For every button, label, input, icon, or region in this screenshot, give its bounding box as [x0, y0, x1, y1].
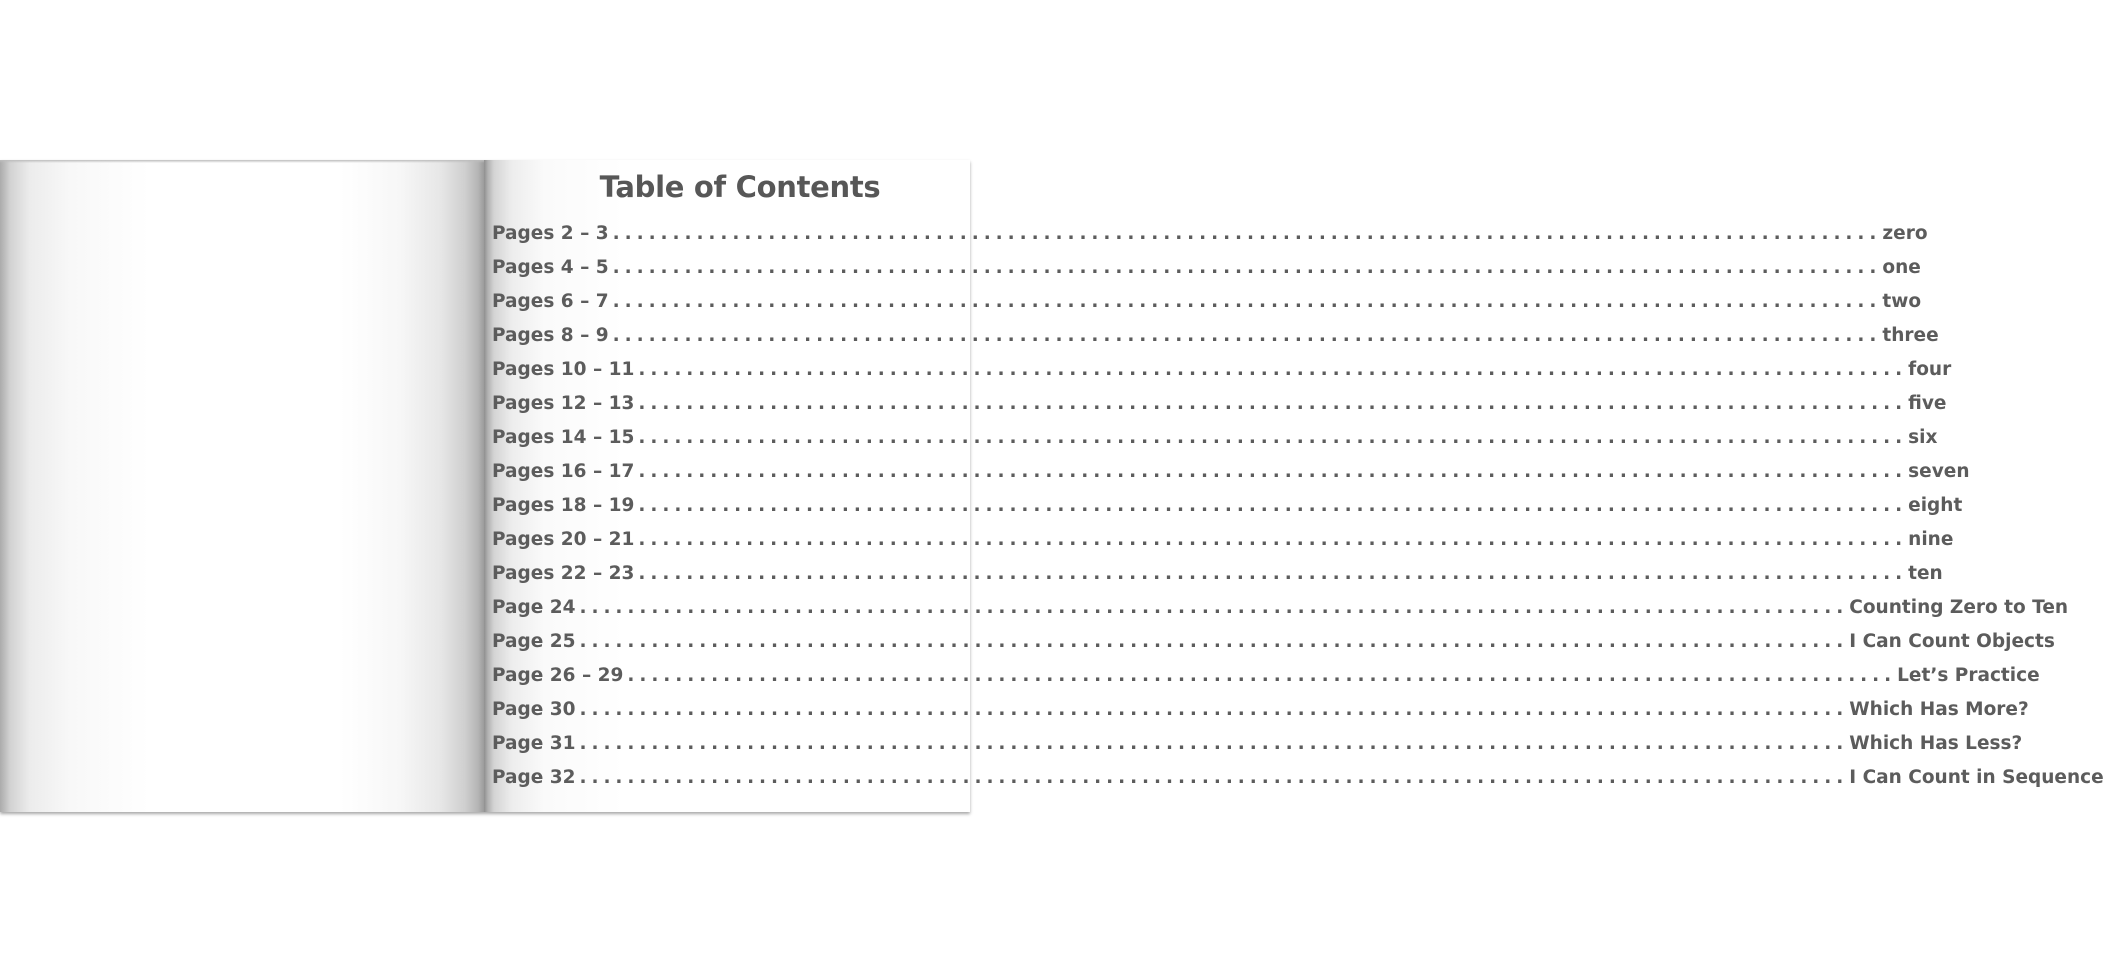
toc-entry — [492, 427, 1938, 461]
toc-entry-pages: Pages 12 – 13 — [492, 393, 635, 414]
left-page-top-edge — [0, 160, 484, 163]
toc-entry-pages: Pages 22 – 23 — [492, 563, 635, 584]
toc-entry-pages: Page 25 — [492, 631, 576, 652]
toc-dot-leader — [576, 699, 1850, 720]
toc-entry-topic: three — [1882, 325, 1939, 346]
toc-dot-leader — [609, 257, 1883, 278]
toc-entry-topic: Which Has Less? — [1849, 733, 2023, 754]
toc-entry-pages: Pages 20 – 21 — [492, 529, 635, 550]
toc-list — [492, 223, 2104, 801]
toc-entry-pages: Page 24 — [492, 597, 576, 618]
toc-entry-pages: Page 30 — [492, 699, 576, 720]
toc-entry-topic: I Can Count Objects — [1849, 631, 2055, 652]
toc-entry — [492, 597, 2069, 631]
toc-dot-leader — [634, 359, 1908, 380]
left-page-blank — [0, 160, 484, 812]
toc-entry — [492, 665, 2040, 699]
toc-entry-pages: Pages 8 – 9 — [492, 325, 609, 346]
toc-entry-topic: eight — [1908, 495, 1963, 516]
toc-dot-leader — [634, 563, 1908, 584]
toc-entry-pages: Pages 18 – 19 — [492, 495, 635, 516]
toc-entry-topic: Counting Zero to Ten — [1849, 597, 2069, 618]
toc-dot-leader — [576, 767, 1850, 788]
toc-entry-pages: Pages 14 – 15 — [492, 427, 635, 448]
toc-entry-topic: four — [1908, 359, 1952, 380]
toc-dot-leader — [634, 495, 1908, 516]
toc-dot-leader — [609, 223, 1883, 244]
toc-entry-topic: five — [1908, 393, 1947, 414]
toc-dot-leader — [634, 427, 1908, 448]
toc-entry — [492, 631, 2055, 665]
toc-entry-topic: Let’s Practice — [1897, 665, 2040, 686]
toc-entry — [492, 461, 1970, 495]
toc-dot-leader — [576, 631, 1850, 652]
toc-entry-topic: I Can Count in Sequence — [1849, 767, 2104, 788]
right-page-toc — [484, 160, 2104, 812]
toc-dot-leader — [576, 597, 1850, 618]
toc-dot-leader — [623, 665, 1897, 686]
toc-entry — [492, 495, 1963, 529]
toc-entry — [492, 257, 1921, 291]
toc-dot-leader — [576, 733, 1850, 754]
toc-entry — [492, 393, 1947, 427]
toc-entry — [492, 563, 1943, 597]
toc-entry — [492, 767, 2104, 801]
toc-entry-topic: one — [1882, 257, 1921, 278]
toc-entry-topic: nine — [1908, 529, 1954, 550]
toc-entry-pages: Pages 2 – 3 — [492, 223, 609, 244]
toc-entry — [492, 223, 1928, 257]
toc-entry-pages: Pages 16 – 17 — [492, 461, 635, 482]
toc-entry-pages: Pages 6 – 7 — [492, 291, 609, 312]
open-book — [0, 160, 2104, 812]
toc-entry — [492, 733, 2023, 767]
toc-entry-pages: Page 31 — [492, 733, 576, 754]
toc-entry-pages: Pages 4 – 5 — [492, 257, 609, 278]
toc-entry — [492, 699, 2029, 733]
toc-entry — [492, 291, 1922, 325]
toc-entry-topic: ten — [1908, 563, 1943, 584]
toc-entry-topic: zero — [1882, 223, 1928, 244]
toc-entry-topic: seven — [1908, 461, 1970, 482]
toc-entry-topic: Which Has More? — [1849, 699, 2029, 720]
toc-entry-pages: Page 26 – 29 — [492, 665, 624, 686]
toc-dot-leader — [634, 529, 1908, 550]
toc-entry-pages: Pages 10 – 11 — [492, 359, 635, 380]
toc-title: Table of Contents — [599, 170, 881, 204]
toc-dot-leader — [609, 325, 1883, 346]
toc-entry-topic: six — [1908, 427, 1938, 448]
toc-dot-leader — [609, 291, 1883, 312]
toc-dot-leader — [634, 461, 1908, 482]
toc-entry-topic: two — [1882, 291, 1922, 312]
toc-entry — [492, 529, 1954, 563]
toc-entry — [492, 325, 1939, 359]
toc-entry-pages: Page 32 — [492, 767, 576, 788]
toc-entry — [492, 359, 1952, 393]
toc-dot-leader — [634, 393, 1908, 414]
